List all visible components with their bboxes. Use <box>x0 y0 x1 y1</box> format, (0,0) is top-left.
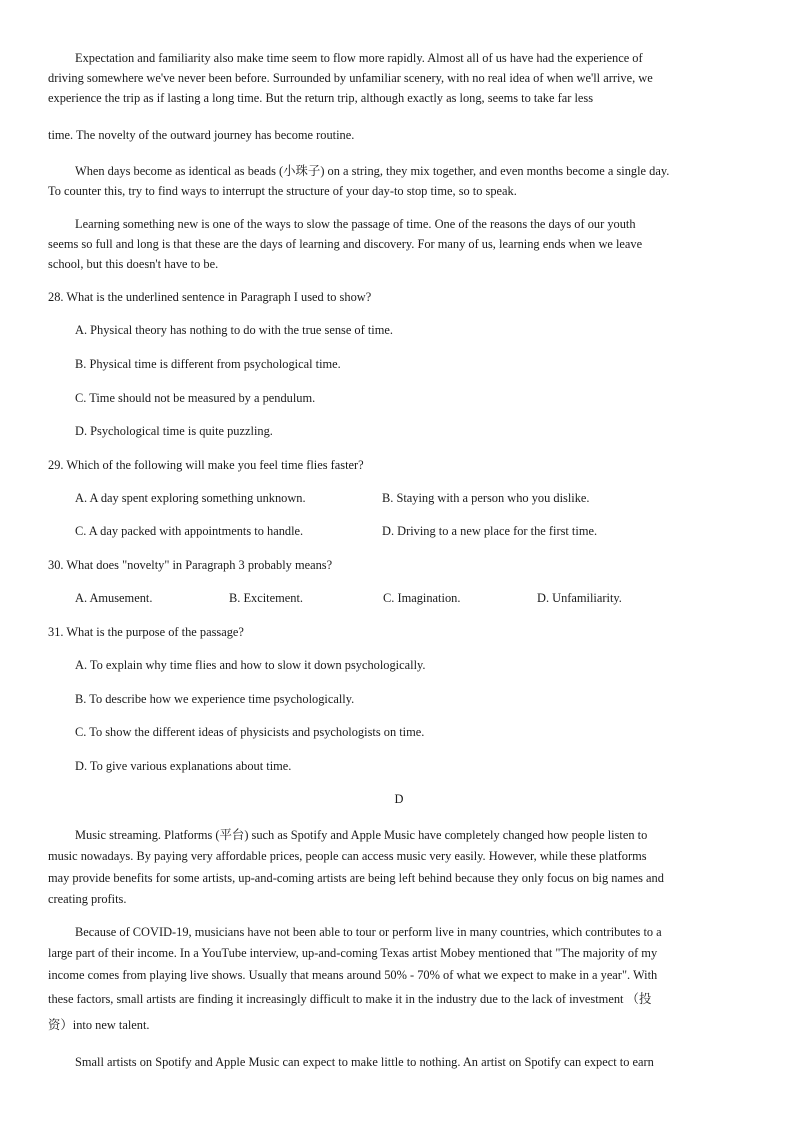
question-31-option-d: D. To give various explanations about time. <box>75 759 292 773</box>
paragraph-beads <box>48 161 750 201</box>
text-line: income comes from playing live shows. Usually that means around 50% - 70% of what we expect to make in a year". With <box>48 967 658 982</box>
paragraph-expectation-tail: time. The novelty of the outward journey has become routine. <box>48 128 355 142</box>
text-line: school, but this doesn't have to be. <box>48 257 219 271</box>
text-line: creating profits. <box>48 891 127 906</box>
question-29-option-a: A. A day spent exploring something unknown. <box>75 491 306 505</box>
question-31-option-b: B. To describe how we experience time psychologically. <box>75 692 355 706</box>
text-line: Learning something new is one of the ways to slow the passage of time. One of the reasons the days of our youth <box>75 217 636 231</box>
text-line: Expectation and familiarity also make time seem to flow more rapidly. Almost all of us have had the experience of <box>75 51 643 65</box>
question-28-option-d: D. Psychological time is quite puzzling. <box>75 424 273 438</box>
text-line: Because of COVID-19, musicians have not been able to tour or perform live in many countries, which contributes to a <box>75 925 662 940</box>
text-line: 资）into new talent. <box>48 1018 150 1033</box>
question-29-option-d: D. Driving to a new place for the first time. <box>382 524 598 538</box>
paragraph-music-streaming <box>48 825 750 910</box>
question-28-option-a: A. Physical theory has nothing to do with the true sense of time. <box>75 323 393 337</box>
text-line: large part of their income. In a YouTube interview, up-and-coming Texas artist Mobey mentioned that "The majority of my <box>48 946 658 961</box>
question-29-option-c: C. A day packed with appointments to handle. <box>75 524 304 538</box>
question-28-option-b: B. Physical time is different from psychological time. <box>75 357 341 371</box>
question-31-option-a: A. To explain why time flies and how to slow it down psychologically. <box>75 658 426 672</box>
paragraph-small-artists <box>48 1052 750 1072</box>
question-29-stem: 29. Which of the following will make you feel time flies faster? <box>48 458 364 472</box>
question-30-option-b: B. Excitement. <box>229 591 303 605</box>
text-line: may provide benefits for some artists, up-and-coming artists are being left behind because they only focus on big names and <box>48 870 664 885</box>
text-line: Small artists on Spotify and Apple Music can expect to make little to nothing. An artist on Spotify can expect to earn <box>75 1054 654 1069</box>
text-line: music nowadays. By paying very affordable prices, people can access music very easily. However, while these platforms <box>48 849 647 864</box>
question-30-options-row <box>48 588 750 608</box>
text-line: experience the trip as if lasting a long time. But the return trip, although exactly as long, seems to take far less <box>48 91 594 105</box>
question-29-options-row-2 <box>48 521 750 541</box>
question-30-option-c: C. Imagination. <box>383 591 461 605</box>
document-page <box>48 48 750 1072</box>
text-line: these factors, small artists are finding it increasingly difficult to make it in the industry due to the lack of investment （投 <box>48 992 652 1007</box>
text-line: To counter this, try to find ways to interrupt the structure of your day-to stop time, so to speak. <box>48 184 517 198</box>
question-31-stem: 31. What is the purpose of the passage? <box>48 625 244 639</box>
question-30-option-d: D. Unfamiliarity. <box>537 591 622 605</box>
question-29-option-b: B. Staying with a person who you dislike. <box>382 491 590 505</box>
text-line: When days become as identical as beads (小珠子) on a string, they mix together, and even months become a single day. <box>75 164 670 178</box>
paragraph-expectation <box>48 48 750 108</box>
question-29-options-row-1 <box>48 488 750 508</box>
text-line: Music streaming. Platforms (平台) such as Spotify and Apple Music have completely changed how people listen to <box>75 828 648 842</box>
question-28-option-c: C. Time should not be measured by a pendulum. <box>75 391 316 405</box>
paragraph-covid <box>48 922 750 1036</box>
question-28-stem: 28. What is the underlined sentence in Paragraph I used to show? <box>48 290 372 304</box>
text-line: seems so full and long is that these are the days of learning and discovery. For many of us, learning ends when we leave <box>48 237 643 251</box>
text-line: driving somewhere we've never been before. Surrounded by unfamiliar scenery, with no real idea of when we'll arrive, we <box>48 71 653 85</box>
question-31-option-c: C. To show the different ideas of physicists and psychologists on time. <box>75 725 425 739</box>
paragraph-learning <box>48 214 750 274</box>
question-30-option-a: A. Amusement. <box>75 591 153 605</box>
section-d-heading: D <box>394 792 404 806</box>
question-30-stem: 30. What does "novelty" in Paragraph 3 probably means? <box>48 558 333 572</box>
